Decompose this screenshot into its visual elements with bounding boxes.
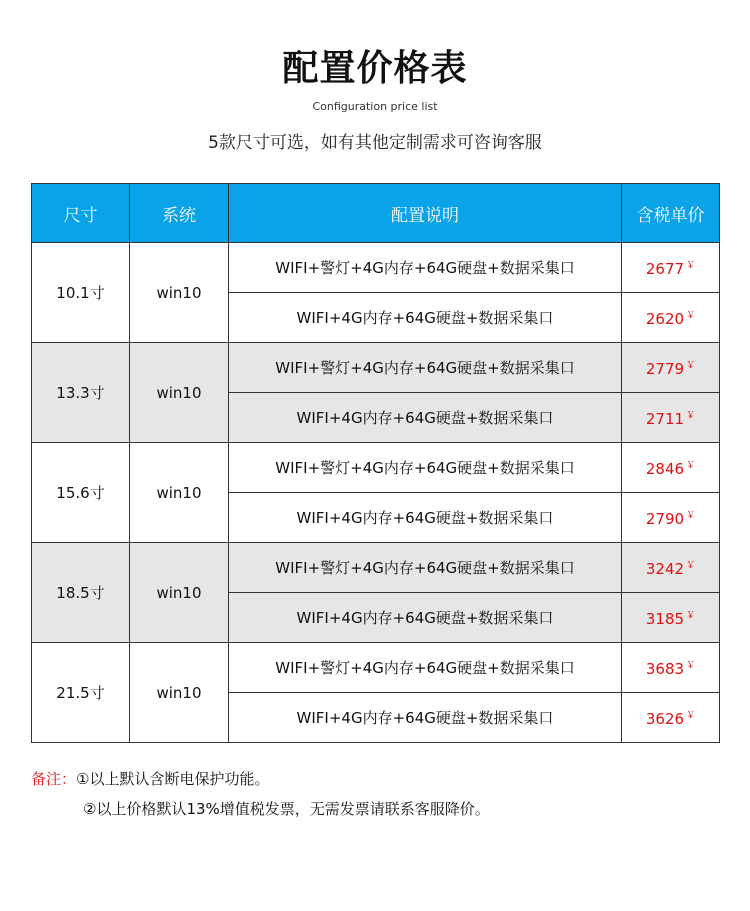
currency-symbol: ￥: [686, 360, 696, 371]
config-cell: WIFI+警灯+4G内存+64G硬盘+数据采集口: [229, 543, 622, 593]
table-header: [32, 184, 720, 243]
price-cell: [622, 443, 720, 493]
os-cell: win10: [130, 643, 229, 743]
table-row: [32, 443, 720, 493]
size-cell: 10.1寸: [32, 243, 130, 343]
currency-symbol: ￥: [686, 610, 696, 621]
os-cell: win10: [130, 243, 229, 343]
price-cell: [622, 393, 720, 443]
header-os: 系统: [130, 184, 229, 243]
price-value: 2711: [645, 409, 685, 428]
price-cell: [622, 643, 720, 693]
config-cell: WIFI+警灯+4G内存+64G硬盘+数据采集口: [229, 343, 622, 393]
config-cell: WIFI+警灯+4G内存+64G硬盘+数据采集口: [229, 443, 622, 493]
os-cell: win10: [130, 443, 229, 543]
price-value: 3242: [645, 559, 685, 578]
config-cell: WIFI+4G内存+64G硬盘+数据采集口: [229, 293, 622, 343]
size-cell: 15.6寸: [32, 443, 130, 543]
price-cell: [622, 593, 720, 643]
config-cell: WIFI+警灯+4G内存+64G硬盘+数据采集口: [229, 643, 622, 693]
config-cell: WIFI+4G内存+64G硬盘+数据采集口: [229, 493, 622, 543]
config-cell: WIFI+4G内存+64G硬盘+数据采集口: [229, 393, 622, 443]
price-cell: [622, 243, 720, 293]
size-cell: 21.5寸: [32, 643, 130, 743]
size-cell: 18.5寸: [32, 543, 130, 643]
price-cell: [622, 293, 720, 343]
table-row: [32, 243, 720, 293]
currency-symbol: ￥: [686, 310, 696, 321]
notes: [31, 764, 490, 824]
price-value: 3626: [645, 709, 685, 728]
currency-symbol: ￥: [686, 260, 696, 271]
config-cell: WIFI+警灯+4G内存+64G硬盘+数据采集口: [229, 243, 622, 293]
table-row: [32, 343, 720, 393]
config-cell: WIFI+4G内存+64G硬盘+数据采集口: [229, 693, 622, 743]
price-value: 3185: [645, 609, 685, 628]
price-value: 2677: [645, 259, 685, 278]
table-row: [32, 543, 720, 593]
currency-symbol: ￥: [686, 660, 696, 671]
os-cell: win10: [130, 543, 229, 643]
page-title: 配置价格表: [282, 48, 468, 89]
price-value: 3683: [645, 659, 685, 678]
price-table: [31, 183, 720, 743]
price-value: 2790: [645, 509, 685, 528]
price-cell: [622, 543, 720, 593]
header-price: 含税单价: [622, 184, 720, 243]
size-cell: 13.3寸: [32, 343, 130, 443]
price-value: 2779: [645, 359, 685, 378]
page-subtitle: Configuration price list: [312, 100, 438, 113]
price-cell: [622, 343, 720, 393]
currency-symbol: ￥: [686, 560, 696, 571]
currency-symbol: ￥: [686, 410, 696, 421]
note-2: ②以上价格默认13%增值税发票，无需发票请联系客服降价。: [83, 800, 490, 818]
header-config: 配置说明: [229, 184, 622, 243]
config-cell: WIFI+4G内存+64G硬盘+数据采集口: [229, 593, 622, 643]
currency-symbol: ￥: [686, 510, 696, 521]
currency-symbol: ￥: [686, 710, 696, 721]
price-value: 2846: [645, 459, 685, 478]
price-value: 2620: [645, 309, 685, 328]
table-row: [32, 643, 720, 693]
notes-label: 备注：: [31, 770, 77, 788]
price-cell: [622, 493, 720, 543]
header-size: 尺寸: [32, 184, 130, 243]
os-cell: win10: [130, 343, 229, 443]
currency-symbol: ￥: [686, 460, 696, 471]
price-cell: [622, 693, 720, 743]
page-description: 5款尺寸可选，如有其他定制需求可咨询客服: [208, 133, 542, 153]
note-1: ①以上默认含断电保护功能。: [76, 770, 270, 788]
